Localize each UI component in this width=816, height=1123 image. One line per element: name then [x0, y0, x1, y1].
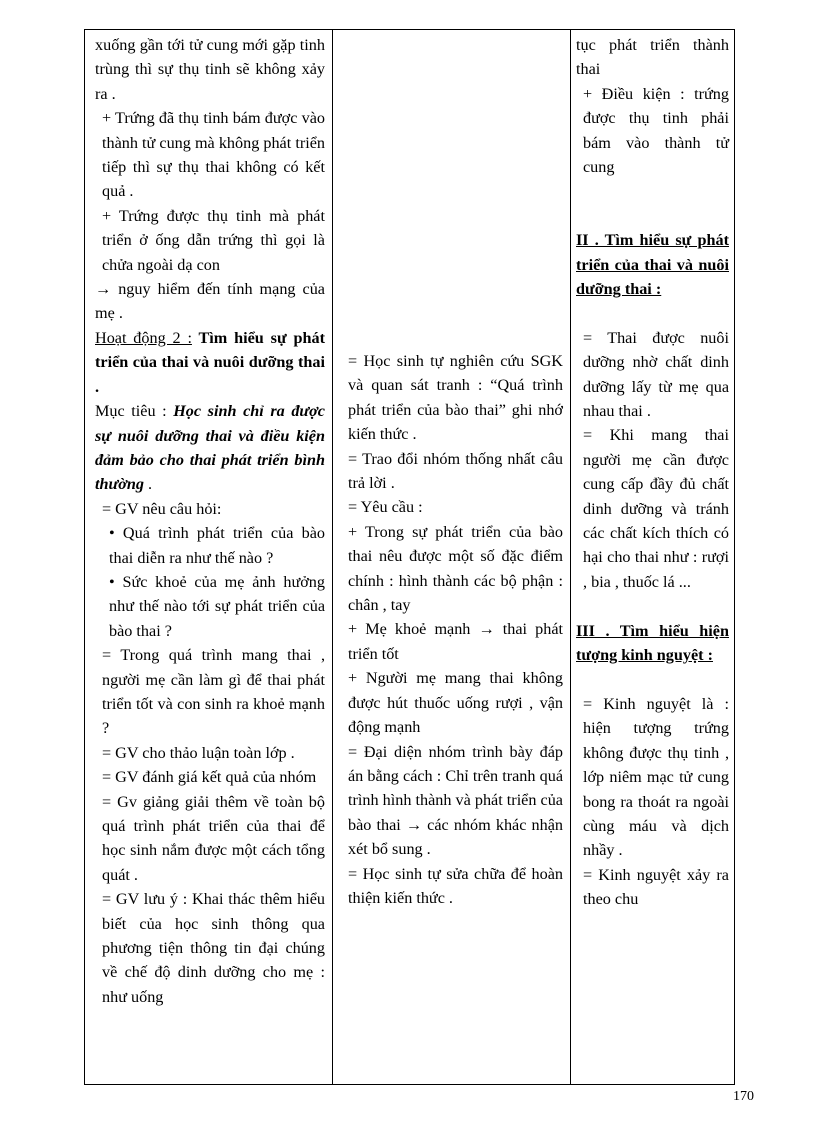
spacer: [576, 668, 729, 692]
paragraph: = GV nêu câu hỏi:: [102, 499, 222, 518]
spacer: [576, 204, 729, 228]
paragraph: = Khi mang thai người mẹ cần được cung cấp đầy đủ chất dinh dưỡng và tránh các chất kích thích có hại cho thai như : rượi , bia , thuốc lá ...: [583, 426, 729, 591]
paragraph: = Học sinh tự sửa chữa để hoàn thiện kiến thức .: [348, 864, 563, 907]
paragraph: → nguy hiểm đến tính mạng của mẹ .: [95, 280, 325, 323]
paragraph: + Trứng đã thụ tinh bám được vào thành tử cung mà không phát triển tiếp thì sự thụ thai không có kết quả .: [102, 109, 325, 201]
activity-label: Hoạt động 2 :: [95, 328, 192, 347]
question-item: • Sức khoẻ của mẹ ảnh hưởng như thế nào tới sự phát triển của bào thai ?: [109, 572, 325, 640]
teacher-activity-column: [95, 33, 325, 1009]
paragraph: = Kinh nguyệt là : hiện tượng trứng không được thụ tinh , lớp niêm mạc tử cung bong ra thoát ra ngoài cùng máu và dịch nhầy .: [583, 694, 729, 860]
activity-heading: [95, 326, 325, 399]
activity-title: Tìm hiểu sự phát triển của thai và nuôi dưỡng thai .: [95, 328, 325, 396]
paragraph: = GV cho thảo luận toàn lớp .: [102, 743, 295, 762]
section-heading: III . Tìm hiểu hiện tượng kinh nguyệt :: [576, 621, 729, 665]
paragraph: = Gv giảng giải thêm về toàn bộ quá trình phát triển của thai để học sinh nắm được một cách tổng quát .: [102, 792, 325, 884]
content-column: [576, 33, 729, 912]
objective-text: Học sinh chỉ ra được sự nuôi dưỡng thai và điều kiện đảm bảo cho thai phát triển bình thường: [95, 402, 325, 494]
objective-label: Mục tiêu :: [95, 402, 167, 421]
paragraph: + Trứng được thụ tinh mà phát triển ở ống dẫn trứng thì gọi là chửa ngoài dạ con: [102, 206, 325, 274]
paragraph: = GV đánh giá kết quả của nhóm: [102, 768, 317, 787]
paragraph: = Học sinh tự nghiên cứu SGK và quan sát tranh : “Quá trình phát triển của bào thai” ghi nhớ kiến thức .: [348, 352, 563, 444]
paragraph: + Người mẹ mang thai không được hút thuốc uống rượi , vận động mạnh: [348, 669, 563, 737]
column-divider: [570, 30, 571, 1084]
paragraph: tục phát triển thành thai: [576, 36, 729, 79]
spacer: [576, 594, 729, 618]
paragraph: + Trong sự phát triển của bào thai nêu được một số đặc điểm chính : hình thành các bộ phận : chân , tay: [348, 522, 563, 615]
section-heading: II . Tìm hiểu sự phát triển của thai và nuôi dưỡng thai :: [576, 231, 729, 299]
column-divider: [332, 30, 333, 1084]
paragraph: + Mẹ khoẻ mạnh → thai phát triển tốt: [348, 620, 563, 663]
paragraph: = GV lưu ý : Khai thác thêm hiểu biết của học sinh thông qua phương tiện thông tin đại chúng về chế độ dinh dưỡng cho mẹ : như uống: [102, 890, 325, 1006]
paragraph: = Đại diện nhóm trình bày đáp án bằng cách : Chỉ trên tranh quá trình hình thành và phát triển của bào thai → các nhóm khác nhận xét bổ sung .: [348, 742, 563, 859]
paragraph: + Điều kiện : trứng được thụ tinh phải bám vào thành tử cung: [583, 84, 729, 177]
paragraph: = Trong quá trình mang thai , người mẹ cần làm gì để thai phát triển tốt và con sinh ra khoẻ mạnh ?: [102, 646, 325, 738]
lesson-table: [84, 29, 735, 1085]
spacer: [576, 179, 729, 203]
spacer: [576, 301, 729, 325]
question-item: • Quá trình phát triển của bào thai diễn ra như thế nào ?: [109, 524, 325, 567]
objective: [95, 399, 325, 497]
paragraph: xuống gần tới tử cung mới gặp tinh trùng thì sự thụ tinh sẽ không xảy ra .: [95, 36, 325, 103]
student-activity-column: [341, 349, 563, 910]
paragraph: = Trao đổi nhóm thống nhất câu trả lời .: [348, 449, 563, 493]
paragraph: = Kinh nguyệt xảy ra theo chu: [583, 865, 729, 909]
objective-end: .: [143, 475, 153, 494]
paragraph: = Yêu cầu :: [348, 498, 423, 517]
page-number: 170: [733, 1089, 754, 1104]
paragraph: = Thai được nuôi dưỡng nhờ chất dinh dưỡng lấy từ mẹ qua nhau thai .: [583, 328, 729, 421]
